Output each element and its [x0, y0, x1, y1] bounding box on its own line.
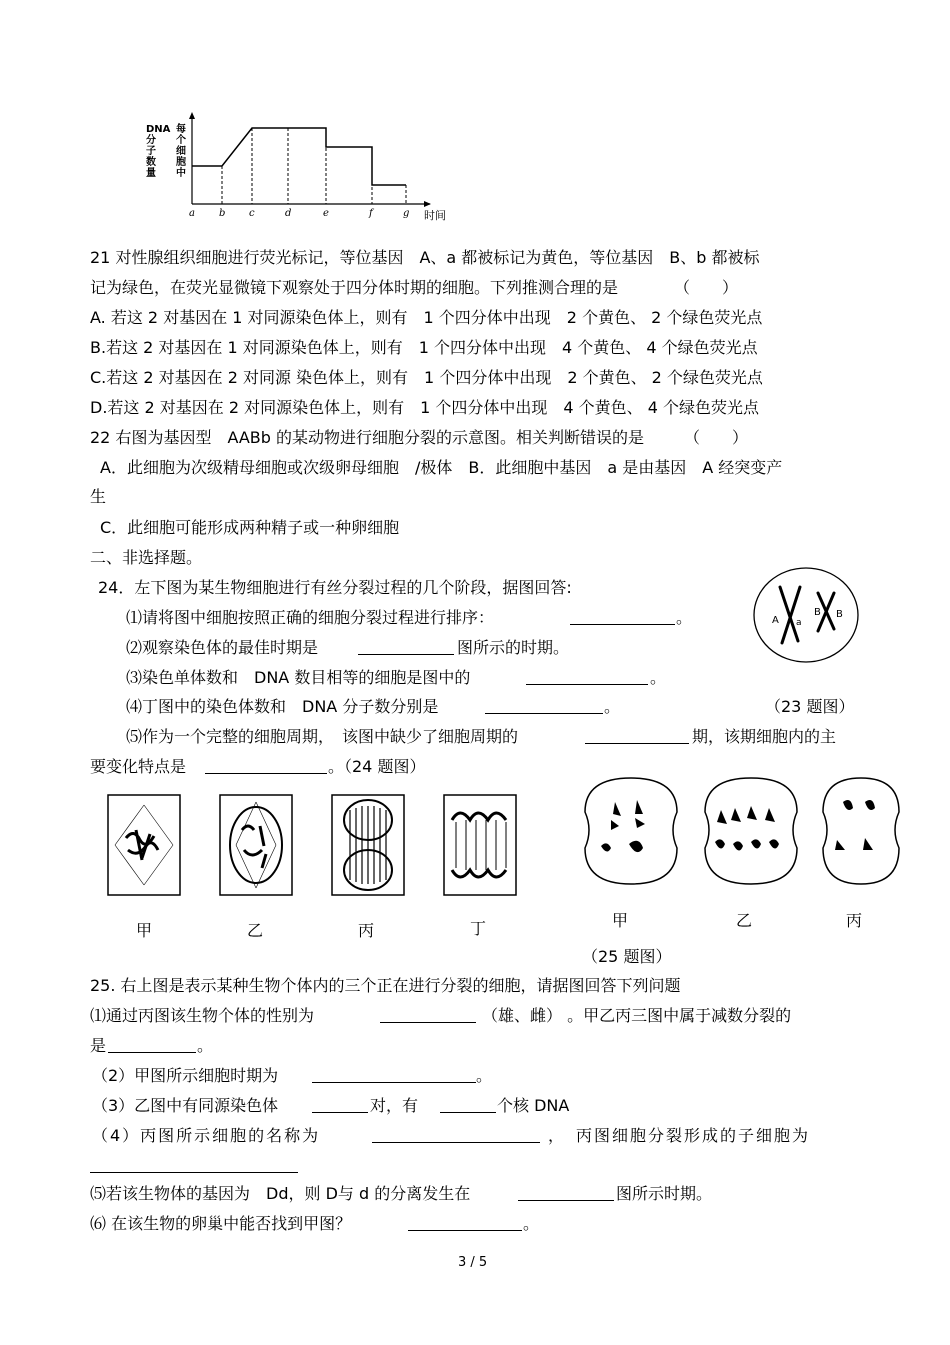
q25-label-yi: 乙 [736, 911, 753, 930]
gene-label-B2: B [836, 609, 843, 620]
q24-part5-blank2[interactable] [205, 757, 327, 774]
chart-ylabel-left: DNA 分 子 数 量 [146, 124, 171, 179]
q25-label-bing: 丙 [846, 911, 863, 930]
q25-part3-end: 个核 DNA [497, 1096, 570, 1115]
chart-xlabel: 时间 [424, 209, 446, 222]
q24-label-ding: 丁 [470, 919, 487, 938]
q25-part4-mid: ， 丙图细胞分裂形成的子细胞为 [548, 1126, 811, 1145]
q23-caption: （23 题图） [765, 697, 855, 716]
q24-part1-end: 。 [676, 608, 693, 627]
q25-stem: 25. 右上图是表示某种生物个体内的三个正在进行分裂的细胞，请据图回答下列问题 [90, 976, 681, 995]
q25-part1-cont: 是 [90, 1036, 107, 1055]
q25-part6-blank[interactable] [408, 1214, 522, 1231]
q24-part2-blank[interactable] [358, 638, 454, 655]
chart-tick-label: d [285, 208, 292, 219]
q24-label-bing: 丙 [358, 921, 375, 940]
chart-tick-label: f [369, 208, 373, 219]
q21-stem-line1: 21 对性腺组织细胞进行荧光标记，等位基因 A、a 都被标记为黄色，等位基因 B、b 都被标 [90, 248, 760, 267]
q25-part1-blank1[interactable] [380, 1006, 476, 1023]
q25-part6-end: 。 [523, 1214, 540, 1233]
q23-cell-figure [752, 565, 862, 665]
q25-part6: ⑹ 在该生物的卵巢中能否找到甲图？ [90, 1214, 352, 1233]
q24-part2: ⑵观察染色体的最佳时期是 [126, 638, 319, 657]
dna-content-chart [140, 110, 460, 220]
q25-part4-blank1[interactable] [372, 1126, 540, 1143]
q24-part3: ⑶染色单体数和 DNA 数目相等的细胞是图中的 [126, 668, 471, 687]
q25-part3-blank2[interactable] [440, 1096, 496, 1113]
q25-part5: ⑸若该生物体的基因为 Dd，则 D与 d 的分离发生在 [90, 1184, 471, 1203]
section-title: 二、非选择题。 [90, 548, 203, 567]
q25-part4-blank2[interactable] [90, 1156, 298, 1173]
q25-part1-blank2[interactable] [108, 1036, 196, 1053]
q22-option-a-cont: 生 [90, 487, 107, 506]
q24-part1: ⑴请将图中细胞按照正确的细胞分裂过程进行排序： [126, 608, 495, 627]
q25-part1: ⑴通过丙图该生物个体的性别为 [90, 1006, 315, 1025]
q25-part2-end: 。 [476, 1066, 493, 1085]
q24-label-jia: 甲 [136, 921, 153, 940]
q21-option-c: C.若这 2 对基因在 2 对同源 染色体上，则有 1 个四分体中出现 2 个黄色、 2 个绿色荧光点 [90, 368, 763, 387]
gene-label-a: a [796, 618, 802, 628]
chart-ylabel-right: 每 个 细 胞 中 [176, 124, 186, 179]
q24-part5-mid: 期，该期细胞内的主 [692, 727, 837, 746]
chart-tick-label: c [249, 208, 255, 219]
q24-part2-end: 图所示的时期。 [457, 638, 570, 657]
q22-stem: 22 右图为基因型 AABb 的某动物进行细胞分裂的示意图。相关判断错误的是 （ ） [90, 428, 749, 447]
gene-label-B1: B [814, 607, 821, 618]
chart-tick-label: b [219, 208, 226, 219]
q21-stem-line2: 记为绿色，在荧光显微镜下观察处于四分体时期的细胞。下列推测合理的是 （ ） [90, 278, 739, 297]
q25-part3-mid: 对，有 [370, 1096, 419, 1115]
q25-part2-blank[interactable] [312, 1066, 476, 1083]
q24-part5-cont: 要变化特点是 [90, 757, 187, 776]
q24-part5-end: 。（24 题图） [328, 757, 426, 776]
q24-part4: ⑷丁图中的染色体数和 DNA 分子数分别是 [126, 697, 439, 716]
q25-label-jia: 甲 [612, 911, 629, 930]
q25-part4: （4）丙图所示细胞的名称为 [92, 1126, 321, 1145]
q21-option-b: B.若这 2 对基因在 1 对同源染色体上，则有 1 个四分体中出现 4 个黄色、 4 个绿色荧光点 [90, 338, 758, 357]
q24-stem: 24．左下图为某生物细胞进行有丝分裂过程的几个阶段，据图回答: [98, 578, 572, 597]
q25-fig-caption: （25 题图） [582, 947, 672, 966]
q24-mitosis-figure [100, 790, 540, 900]
q24-part3-end: 。 [650, 668, 667, 687]
chart-tick-label: g [403, 208, 410, 219]
q24-part5-blank1[interactable] [585, 727, 689, 744]
q25-part5-blank[interactable] [518, 1184, 614, 1201]
q24-part1-blank[interactable] [570, 608, 675, 625]
q24-part4-blank[interactable] [485, 697, 603, 714]
q25-part1-end: 。 [197, 1036, 214, 1055]
chart-tick-label: e [323, 208, 329, 219]
q25-meiosis-figure [575, 772, 905, 892]
gene-label-A: A [772, 615, 779, 626]
q24-label-yi: 乙 [247, 921, 264, 940]
page-number: 3 / 5 [458, 1255, 488, 1270]
q25-part3-blank1[interactable] [312, 1096, 368, 1113]
q25-part3: （3）乙图中有同源染色体 [92, 1096, 279, 1115]
q24-part5: ⑸作为一个完整的细胞周期， 该图中缺少了细胞周期的 [126, 727, 519, 746]
q22-option-a: A．此细胞为次级精母细胞或次级卵母细胞 /极体 B．此细胞中基因 a 是由基因 A 经突变产 [100, 458, 783, 477]
chart-tick-label: a [189, 208, 195, 219]
q25-part1-mid: （雄、雌） 。甲乙丙三图中属于减数分裂的 [482, 1006, 792, 1025]
q21-option-a: A. 若这 2 对基因在 1 对同源染色体上，则有 1 个四分体中出现 2 个黄色、 2 个绿色荧光点 [90, 308, 763, 327]
q25-part5-end: 图所示时期。 [616, 1184, 713, 1203]
q24-part3-blank[interactable] [526, 668, 648, 685]
q25-part2: （2）甲图所示细胞时期为 [92, 1066, 279, 1085]
q22-option-c: C．此细胞可能形成两种精子或一种卵细胞 [100, 518, 400, 537]
q21-option-d: D.若这 2 对基因在 2 对同源染色体上，则有 1 个四分体中出现 4 个黄色、 4 个绿色荧光点 [90, 398, 759, 417]
q24-part4-end: 。 [604, 697, 621, 716]
